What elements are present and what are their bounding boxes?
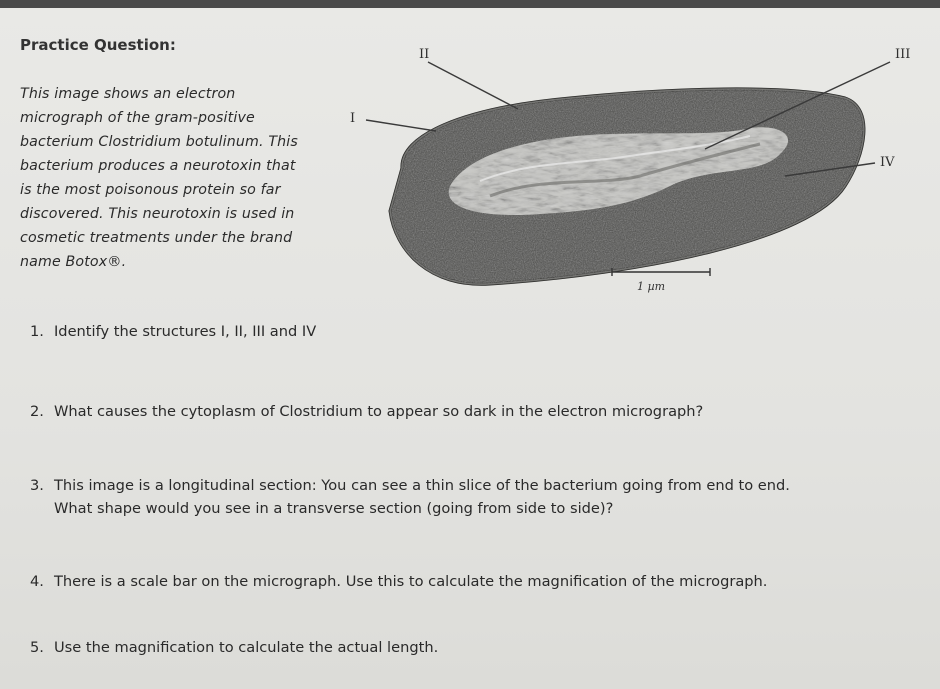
question-2 [30,400,703,423]
intro-line: name Botox®. [20,254,127,270]
question-number: 3. [30,477,44,494]
question-5 [30,636,438,659]
question-text: Use the magnification to calculate the actual length. [54,639,439,656]
label-I: I [350,111,356,126]
question-text: This image is a longitudinal section: You can see a thin slice of the bacterium going from end to end. [54,477,790,494]
page-title: Practice Question: [20,36,176,54]
intro-line: discovered. This neurotoxin is used in [20,206,295,222]
question-text-continued: What shape would you see in a transverse section (going from side to side)? [54,500,614,517]
question-3 [30,474,790,520]
intro-line: bacterium produces a neurotoxin that [20,158,296,174]
question-text: Identify the structures I, II, III and IV [54,323,317,340]
intro-line: micrograph of the gram-positive [20,110,255,126]
question-1 [30,320,316,343]
intro-line: bacterium Clostridium botulinum. This [20,134,298,150]
intro-line: cosmetic treatments under the brand [20,230,293,246]
intro-line: is the most poisonous protein so far [20,182,281,198]
scale-bar [612,268,710,293]
question-number: 1. [30,323,44,340]
question-number: 2. [30,403,44,420]
intro-paragraph [20,82,345,274]
leader-line-II [428,62,518,109]
question-number: 4. [30,573,44,590]
label-IV: IV [880,155,895,170]
leader-line-I [366,120,436,131]
question-text: There is a scale bar on the micrograph. Use this to calculate the magnification of the micrograph. [54,573,768,590]
question-number: 5. [30,639,44,656]
question-4 [30,570,767,593]
electron-micrograph-figure [340,36,940,306]
question-text: What causes the cytoplasm of Clostridium to appear so dark in the electron micrograph? [54,403,704,420]
top-border [0,0,940,8]
bacterium-cell [380,76,880,296]
scale-bar-label: 1 µm [637,280,666,293]
label-II: II [419,47,430,62]
label-III: III [895,47,911,62]
intro-line: This image shows an electron [20,86,236,102]
